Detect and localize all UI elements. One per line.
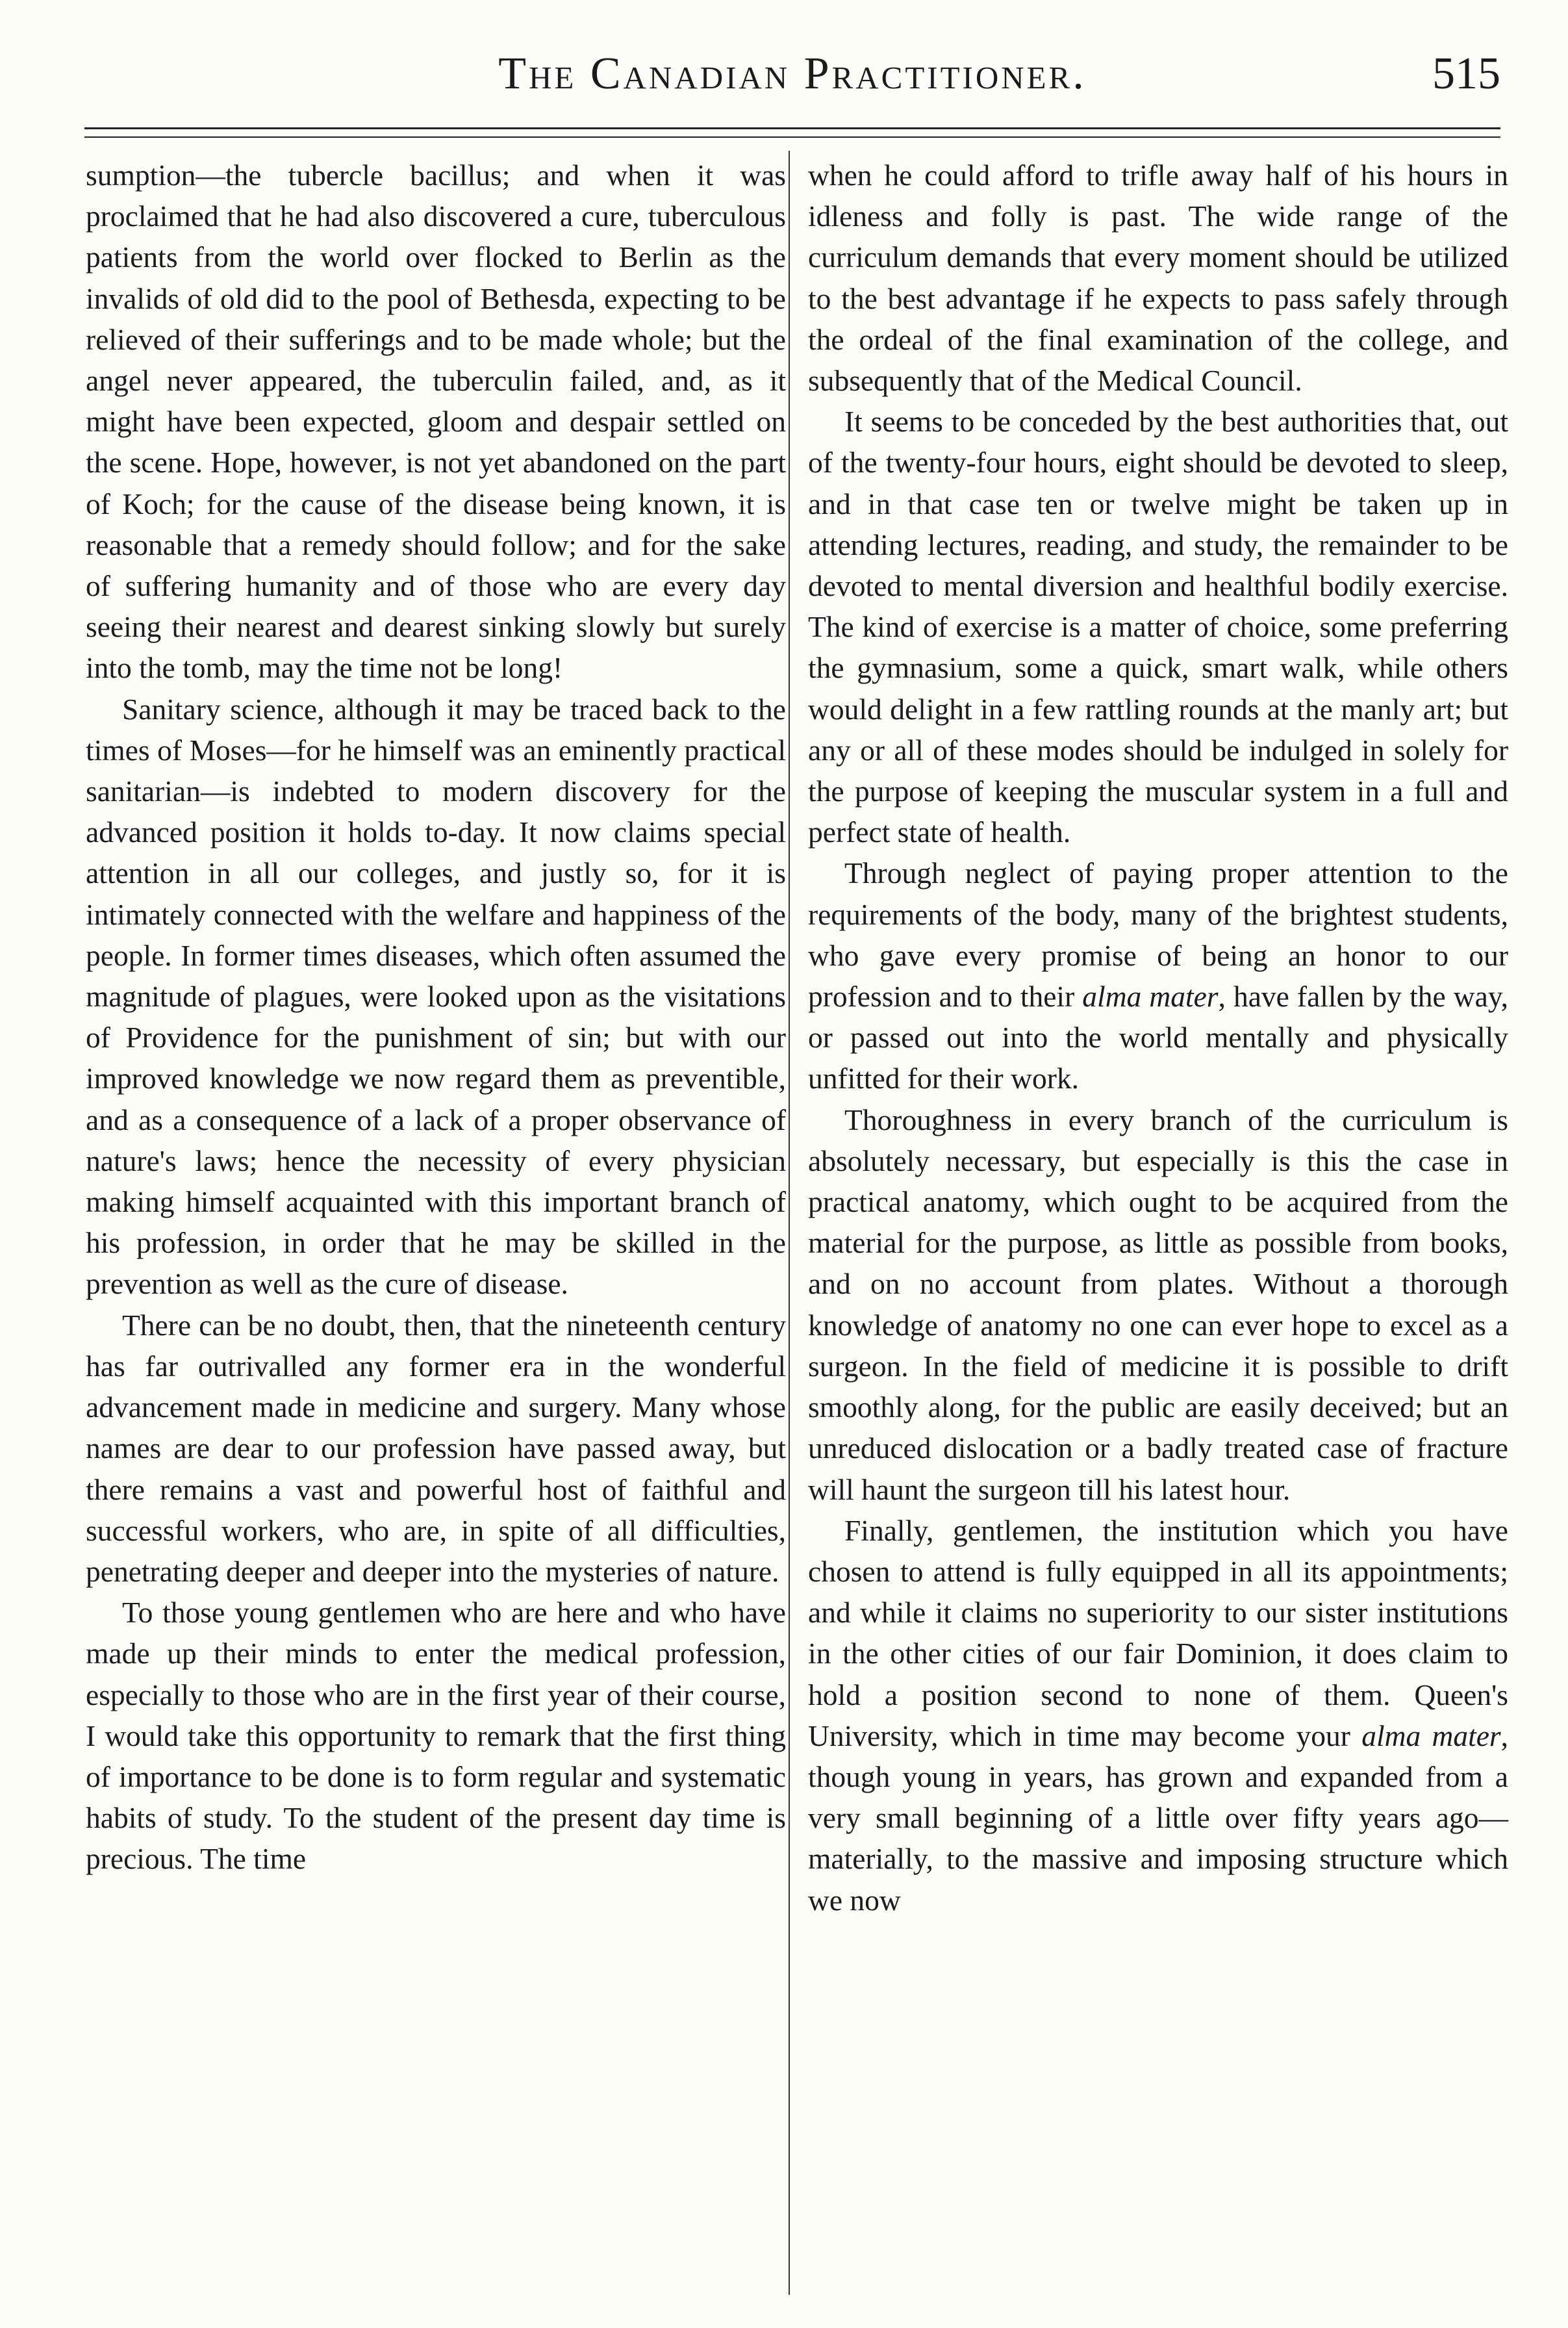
running-head [84,40,1500,112]
left-column [86,155,786,1880]
running-title: The Canadian Practitioner. [498,49,1087,99]
column-divider [789,151,790,2295]
paragraph-text: Through neglect of paying proper attention to the requirements of the body, many of the brightest students, who gave every promise of being an honor to our profession and to their [808,856,1508,1014]
paragraph-text: Finally, gentlemen, the institution which you have chosen to attend is fully equipped in all its appointments; and while it claims no superiority to our sister institutions in the other cities of our fair Dominion, it does claim to hold a position second to none of them. Queen's University, which in time may become your [808,1513,1508,1752]
paragraph: There can be no doubt, then, that the nineteenth century has far outrivalled any former era in the wonderful advancement made in medicine and surgery. Many whose names are dear to our profession have passed away, but there remains a vast and powerful host of faithful and successful workers, who are, in spite of all difficulties, penetrating deeper and deeper into the mysteries of nature. [86,1308,786,1588]
paragraph: To those young gentlemen who are here and who have made up their minds to enter the medical profession, especially to those who are in the first year of their course, I would take this opportunity to remark that the first thing of importance to be done is to form regular and systematic habits of study. To the student of the present day time is precious. The time [86,1596,786,1876]
header-rule-bottom [84,136,1500,138]
paragraph: Sanitary science, although it may be traced back to the times of Moses—for he himself was an eminently practical sanitarian—is indebted to modern discovery for the advanced position it holds to-day. It now claims special attention in all our colleges, and justly so, for it is intimately connected with the welfare and happiness of the people. In former times diseases, which often assumed the magnitude of plagues, were looked upon as the visitations of Providence for the punishment of sin; but with our improved knowledge we now regard them as preventible, and as a consequence of a lack of a proper observance of nature's laws; hence the necessity of every physician making himself acquainted with this important branch of his profession, in order that he may be skilled in the prevention as well as the cure of disease. [86,692,786,1301]
page-number: 515 [1432,49,1500,99]
paragraph [808,1510,1508,1921]
header-rule-top [84,127,1500,129]
paragraph-text: , though young in years, has grown and expanded from a very small beginning of a little over fifty years ago—materially, to the massive and imposing structure which we now [808,1719,1508,1917]
paragraph: when he could afford to trifle away half of his hours in idleness and folly is past. The wide range of the curriculum demands that every moment should be utilized to the best advantage if he expects to pass safely through the ordeal of the final examination of the college, and subsequently that of the Medical Council. [808,159,1508,398]
italic-phrase: alma mater [1361,1719,1501,1752]
paragraph [808,852,1508,1099]
italic-phrase: alma mater [1082,980,1219,1014]
paragraph: It seems to be conceded by the best authorities that, out of the twenty-four hours, eight should be devoted to sleep, and in that case ten or twelve might be taken up in attending lectures, reading, and study, the remainder to be devoted to mental diversion and healthful bodily exercise. The kind of exercise is a matter of choice, some preferring the gymnasium, some a quick, smart walk, while others would delight in a few rattling rounds at the manly art; but any or all of these modes should be indulged in solely for the purpose of keeping the muscular system in a full and perfect state of health. [808,405,1508,849]
paragraph: Thoroughness in every branch of the curriculum is absolutely necessary, but especially is this the case in practical anatomy, which ought to be acquired from the material for the purpose, as little as possible from books, and on no account from plates. Without a thorough knowledge of anatomy no one can ever hope to excel as a surgeon. In the field of medicine it is possible to drift smoothly along, for the public are easily deceived; but an unreduced dislocation or a badly treated case of fracture will haunt the surgeon till his latest hour. [808,1103,1508,1506]
paragraph-text: , have fallen by the way, or passed out into the world mentally and physically unfitted for their work. [808,980,1508,1095]
paragraph: sumption—the tubercle bacillus; and when it was proclaimed that he had also discovered a cure, tuberculous patients from the world over flocked to Berlin as the invalids of old did to the pool of Bethesda, expecting to be relieved of their sufferings and to be made whole; but the angel never appeared, the tuberculin failed, and, as it might have been expected, gloom and despair settled on the scene. Hope, however, is not yet abandoned on the part of Koch; for the cause of the disease being known, it is reasonable that a remedy should follow; and for the sake of suffering humanity and of those who are every day seeing their nearest and dearest sinking slowly but surely into the tomb, may the time not be long! [86,159,786,685]
right-column [808,155,1508,1921]
